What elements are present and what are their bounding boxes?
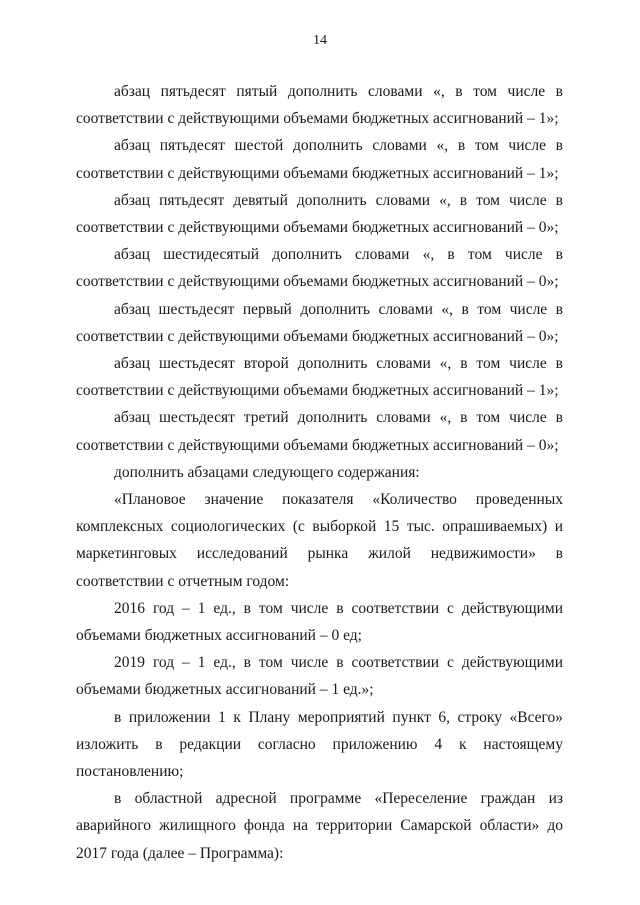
paragraph: абзац шестьдесят первый дополнить словами «, в том числе в соответствии с действующими объемами бюджетных ассигнований – 0»; [76, 300, 563, 345]
paragraph: 2019 год – 1 ед., в том числе в соответствии с действующими объемами бюджетных ассигнований – 1 ед.»; [76, 654, 563, 699]
document-body [76, 78, 563, 867]
paragraph: абзац шестьдесят третий дополнить словами «, в том числе в соответствии с действующими объемами бюджетных ассигнований – 0»; [76, 409, 563, 454]
paragraph: в областной адресной программе «Переселение граждан из аварийного жилищного фонда на территории Самарской области» до 2017 года (далее – Программа): [76, 790, 563, 862]
paragraph: дополнить абзацами следующего содержания: [114, 463, 420, 481]
paragraph: 2016 год – 1 ед., в том числе в соответствии с действующими объемами бюджетных ассигнований – 0 ед; [76, 599, 563, 645]
paragraph: абзац шестьдесят второй дополнить словами «, в том числе в соответствии с действующими объемами бюджетных ассигнований – 1»; [76, 355, 563, 400]
paragraph: в приложении 1 к Плану мероприятий пункт 6, строку «Всего» изложить в редакции согласно приложению 4 к настоящему постановлению; [76, 708, 563, 781]
paragraph: абзац шестидесятый дополнить словами «, в том числе в соответствии с действующими объемами бюджетных ассигнований – 0»; [76, 246, 563, 291]
paragraph: абзац пятьдесят девятый дополнить словами «, в том числе в соответствии с действующими объемами бюджетных ассигнований – 0»; [76, 191, 563, 237]
paragraph: абзац пятьдесят шестой дополнить словами «, в том числе в соответствии с действующими объемами бюджетных ассигнований – 1»; [76, 137, 563, 182]
paragraph: абзац пятьдесят пятый дополнить словами «, в том числе в соответствии с действующими объемами бюджетных ассигнований – 1»; [76, 83, 563, 128]
page-number: 14 [313, 33, 327, 48]
paragraph: «Плановое значение показателя «Количество проведенных комплексных социологических (с выборкой 15 тыс. опрашиваемых) и маркетинговых исследований рынка жилой недвижимости» в соответствии с отчетным годом: [76, 491, 563, 590]
